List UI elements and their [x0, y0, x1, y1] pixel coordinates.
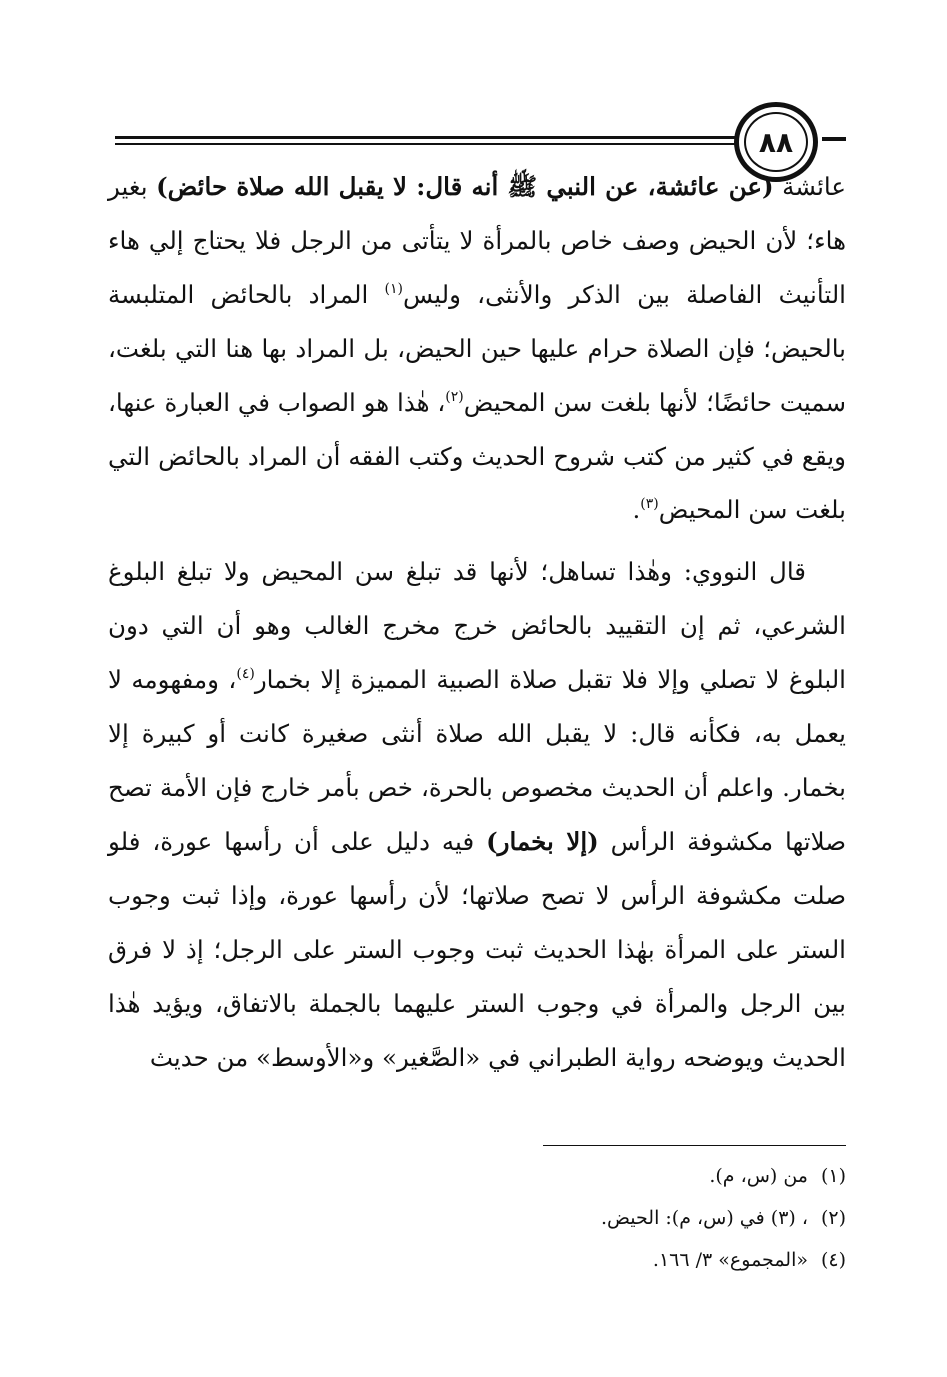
text-run: ، هٰذا هو الصواب في العبارة عنها، ويقع في كثير من كتب شروح الحديث وكتب الفقه أن المراد بالحائض التي بلغت سن المحيض	[108, 387, 846, 525]
text-run: فيه دليل على أن رأسها عورة، فلو صلت مكشوفة الرأس لا تصح صلاتها؛ لأن رأسها عورة، وإذا ثبت وجوب الستر على المرأة بهٰذا الحديث ثبت وجوب الستر على الرجل؛ إذ لا فرق بين الرجل والمرأة في وجوب الستر عليهما بالجملة بالاتفاق، ويؤيد هٰذا الحديث ويوضحه رواية الطبراني في «الصَّغير» و«الأوسط» من حديث	[108, 826, 846, 1072]
header-rule	[115, 136, 735, 139]
paragraph-2	[108, 545, 846, 1084]
footnote-ref-2[interactable]: (٢)	[445, 388, 464, 405]
paragraph-1	[108, 160, 846, 537]
footnote-1	[400, 1155, 846, 1197]
text-run: بغير هاء؛ لأن الحيض وصف خاص بالمرأة لا يتأتى من الرجل فلا يحتاج إلي هاء التأنيث الفاصلة بين الذكر والأنثى، وليس	[108, 172, 846, 309]
footnote-ref-3[interactable]: (٣)	[640, 496, 659, 513]
hadith-quote: (عن عائشة، عن النبي ﷺ أنه قال: لا يقبل الله صلاة حائض)	[156, 172, 774, 201]
footnote-text: «المجموع» ٣/ ١٦٦.	[652, 1249, 808, 1271]
footnote-2	[400, 1197, 846, 1239]
footnotes	[400, 1155, 846, 1281]
hadith-quote: (إلا بخمار)	[486, 826, 599, 856]
footnote-text: من (س، م).	[709, 1165, 808, 1187]
text-run: قال النووي: وهٰذا تساهل؛ لأنها قد تبلغ سن المحيض ولا تبلغ البلوغ الشرعي، ثم إن التقييد بالحائض خرج مخرج الغالب وهو أن التي دون البلوغ لا تصلي وإلا فلا تقبل صلاة الصبية المميزة إلا بخمار	[108, 557, 846, 695]
footnote-number: (٤)	[820, 1249, 846, 1271]
footnote-number: (١)	[820, 1165, 846, 1187]
footnote-ref-1[interactable]: (١)	[384, 280, 404, 297]
header-rule-inner	[115, 143, 735, 145]
text-run: المراد بالحائض المتلبسة بالحيض؛ فإن الصلاة حرام عليها حين الحيض، بل المراد بها هنا التي بلغت، سميت حائضًا؛ لأنها بلغت سن المحيض	[108, 279, 846, 417]
footnote-number: (٢)	[820, 1207, 846, 1229]
footnote-text: ، (٣) في (س، م): الحيض.	[600, 1207, 808, 1229]
header-rule-stub	[822, 137, 846, 141]
footnote-separator	[543, 1145, 846, 1146]
text-run: عائشة	[773, 172, 846, 201]
main-text	[108, 160, 846, 1084]
footnote-3	[400, 1239, 846, 1281]
page-number: ٨٨	[758, 125, 794, 159]
text-run: .	[632, 495, 641, 525]
footnote-ref-4[interactable]: (٤)	[236, 666, 255, 683]
text-run: ، ومفهومه لا يعمل به، فكأنه قال: لا يقبل الله صلاة أنثى صغيرة كانت أو كبيرة إلا بخمار. واعلم أن الحديث مخصوص بالحرة، خص بأمر خارج فإن الأمة تصح صلاتها مكشوفة الرأس	[108, 665, 846, 856]
